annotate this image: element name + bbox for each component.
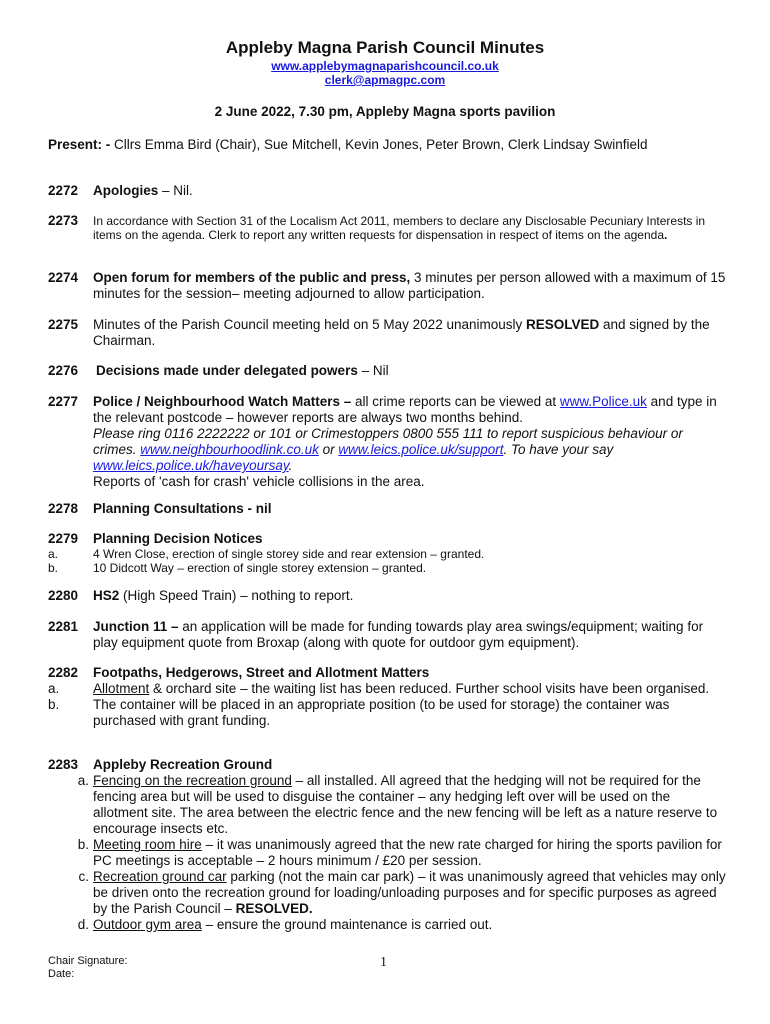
sub-label: b. (48, 697, 60, 712)
item-number: 2273 (48, 213, 79, 228)
footer-signature-block (48, 955, 128, 981)
sub-text: – ensure the ground maintenance is carried out. (201, 917, 493, 932)
present-paragraph (48, 137, 738, 153)
sub-label: a. (77, 773, 89, 788)
item-2283 (48, 757, 728, 933)
item-text: an application will be made for funding towards play area swings/equipment; waiting for play equipment quote from Broxap (along with quote for outdoor gym equipment). (93, 619, 704, 650)
item-text: In accordance with Section 31 of the Localism Act 2011, members to declare any Disclosable Pecuniary Interests in items on the agenda. Clerk to report any written requests for dispensation in respect of items on the agenda (93, 214, 706, 242)
contact-say: . To have your say (503, 442, 614, 457)
present-text: Cllrs Emma Bird (Chair), Sue Mitchell, Kevin Jones, Peter Brown, Clerk Lindsay Swinfield (110, 137, 648, 152)
item-2282 (48, 665, 728, 729)
item-text-end: and signed by the Chairman. (93, 317, 710, 348)
contact-text: Please ring 0116 2222222 or 101 or Crimestoppers 0800 555 111 to report suspicious behaviour or crimes. (93, 426, 683, 457)
item-heading: HS2 (93, 588, 120, 603)
sub-text: The container will be placed in an appropriate position (to be used for storage) the container was purchased with grant funding. (93, 697, 670, 728)
sub-item-b (48, 697, 728, 729)
sub-underlined: Allotment (93, 681, 150, 696)
meeting-date: 2 June 2022, 7.30 pm, Appleby Magna sports pavilion (214, 104, 556, 119)
item-text: Minutes of the Parish Council meeting held on 5 May 2022 unanimously (93, 317, 526, 332)
sub-label: b. (48, 561, 59, 575)
email-link[interactable]: clerk@apmagpc.com (324, 73, 446, 87)
item-2279 (48, 531, 728, 575)
item-text-2: and type in the relevant postcode – however reports are always two months behind. (93, 394, 717, 425)
sub-item-a (48, 547, 728, 561)
sub-item-b (77, 837, 728, 869)
resolved-label: RESOLVED. (235, 901, 313, 916)
website-link[interactable]: www.applebymagnaparishcouncil.co.uk (271, 59, 499, 73)
sub-item-c (78, 869, 728, 917)
sub-item-a (48, 681, 728, 697)
sub-text: – all installed. All agreed that the hedging will not be required for the fencing area but will be used to disguise the container – any hedging left over will be used on the allotment site. The area between the electric fence and the new fencing will be left as a nature reserve to encourage insects etc. (93, 773, 718, 836)
sub-text: 10 Didcott Way – erection of single storey extension – granted. (93, 561, 427, 575)
item-text: – Nil (357, 363, 389, 378)
item-number: 2274 (48, 270, 79, 285)
item-number: 2279 (48, 531, 79, 546)
item-text: (High Speed Train) – nothing to report. (119, 588, 354, 603)
item-number: 2280 (48, 588, 79, 603)
sub-text: parking (not the main car park) – it was unanimously agreed that vehicles may only be driven onto the recreation ground for loading/unloading purposes and for specific purposes as agreed by the Parish Council – (93, 869, 726, 916)
item-heading: Open forum for members of the public and press, (93, 270, 411, 285)
sub-label: a. (48, 547, 59, 561)
sub-label: b. (77, 837, 89, 852)
item-2281 (48, 619, 728, 651)
sub-item-d (77, 917, 728, 933)
item-text: – Nil. (158, 183, 193, 198)
sub-label: d. (77, 917, 89, 932)
item-2278 (48, 501, 728, 517)
sub-label: c. (78, 869, 89, 884)
neighbourhoodlink-link[interactable]: www.neighbourhoodlink.co.uk (140, 442, 319, 457)
item-heading: Appleby Recreation Ground (93, 757, 273, 772)
leics-support-link[interactable]: www.leics.police.uk/support (338, 442, 504, 457)
item-heading: Footpaths, Hedgerows, Street and Allotment Matters (93, 665, 430, 680)
item-heading: Planning Consultations - nil (93, 501, 272, 516)
contact-or: or (318, 442, 339, 457)
contact-end: . (288, 458, 293, 473)
item-number: 2278 (48, 501, 79, 516)
email-line (0, 73, 770, 87)
sub-item-b (48, 561, 728, 575)
sub-underlined: Recreation ground car (93, 869, 227, 884)
item-text: all crime reports can be viewed at (351, 394, 560, 409)
present-label: Present: - (48, 137, 111, 152)
sub-text: – it was unanimously agreed that the new rate charged for hiring the sports pavilion for PC meetings is acceptable – 2 hours minimum / £20 per session. (93, 837, 722, 868)
date-label: Date: (48, 968, 75, 980)
sub-underlined: Fencing on the recreation ground (93, 773, 292, 788)
item-number: 2281 (48, 619, 79, 634)
page-title: Appleby Magna Parish Council Minutes (225, 38, 545, 57)
item-heading: Planning Decision Notices (93, 531, 263, 546)
item-number: 2283 (48, 757, 79, 772)
item-2273 (48, 213, 728, 242)
item-number: 2272 (48, 183, 79, 198)
item-2275 (48, 317, 728, 349)
website-line (0, 59, 770, 73)
item-number: 2282 (48, 665, 79, 680)
item-heading: Decisions made under delegated powers (96, 363, 358, 378)
sub-text: 4 Wren Close, erection of single storey side and rear extension – granted. (93, 547, 485, 561)
resolved-label: RESOLVED (526, 317, 600, 332)
item-2277 (48, 394, 728, 490)
item-heading: Junction 11 – (93, 619, 179, 634)
haveyoursay-link[interactable]: www.leics.police.uk/haveyoursay (93, 458, 289, 473)
item-2276 (48, 363, 728, 379)
police-link[interactable]: www.Police.uk (559, 394, 647, 409)
item-2274 (48, 270, 728, 302)
item-text: 3 minutes per person allowed with a maximum of 15 minutes for the session– meeting adjourned to allow participation. (93, 270, 726, 301)
item-2280 (48, 588, 728, 604)
item-heading: Apologies (93, 183, 159, 198)
item-number: 2276 (48, 363, 79, 378)
item-text-3: Reports of 'cash for crash' vehicle collisions in the area. (93, 474, 425, 489)
sub-label: a. (48, 681, 60, 696)
item-2272 (48, 183, 728, 199)
page-number: 1 (380, 955, 387, 970)
item-heading: Police / Neighbourhood Watch Matters – (93, 394, 352, 409)
item-number: 2275 (48, 317, 79, 332)
sub-underlined: Outdoor gym area (93, 917, 202, 932)
sub-text: & orchard site – the waiting list has been reduced. Further school visits have been organised. (149, 681, 710, 696)
item-end: . (664, 228, 668, 242)
sub-underlined: Meeting room hire (93, 837, 202, 852)
chair-signature-label: Chair Signature: (48, 955, 128, 967)
sub-item-a (77, 773, 728, 837)
item-number: 2277 (48, 394, 79, 409)
